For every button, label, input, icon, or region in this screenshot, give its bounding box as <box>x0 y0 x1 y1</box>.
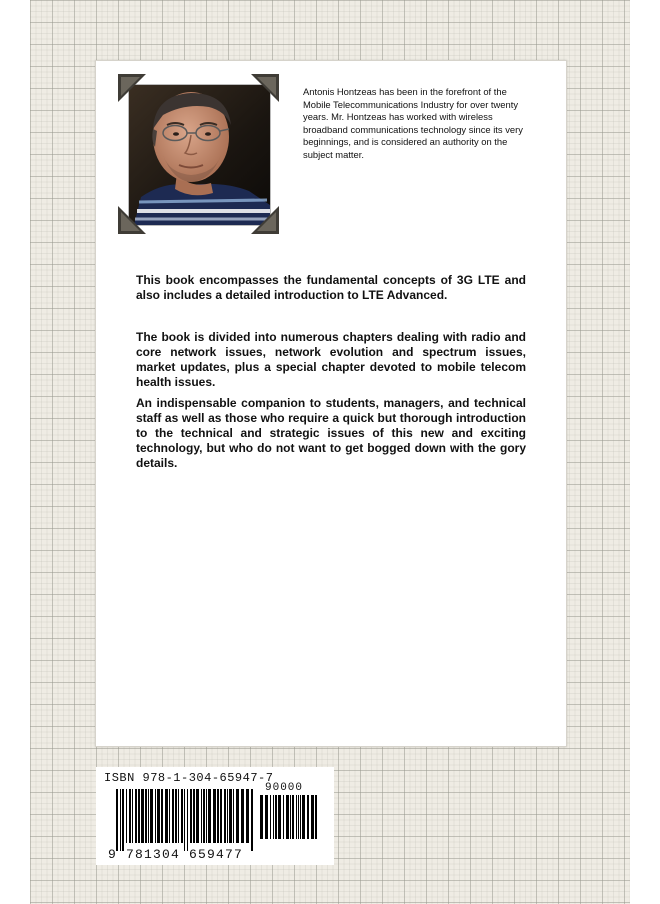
barcode-bar <box>129 789 131 843</box>
barcode-bar <box>148 789 149 843</box>
author-portrait-icon <box>129 85 270 225</box>
barcode-addon-number: 90000 <box>265 782 304 794</box>
barcode-bar <box>251 789 253 851</box>
barcode-bar <box>126 789 127 843</box>
barcode-bar <box>187 789 188 851</box>
barcode-bar <box>260 795 263 839</box>
barcode-bar <box>172 789 174 843</box>
isbn-label: ISBN 978-1-304-65947-7 <box>104 771 274 785</box>
barcode-bar <box>201 789 202 843</box>
barcode-bar <box>169 789 170 843</box>
barcode-bar <box>181 789 183 843</box>
barcode-bar <box>208 789 211 843</box>
photo-corner-icon <box>251 206 279 234</box>
barcode-bar <box>145 789 147 843</box>
barcode-bar <box>175 789 177 843</box>
barcode-bar <box>273 795 274 839</box>
barcode-bar <box>122 789 124 851</box>
barcode-bar <box>278 795 281 839</box>
description-paragraph-3: An indispensable companion to students, managers, and technical staff as well as those who require a quick but thorough introduction to the technical and strategic issues of this new and exciting technology, but who do not want to get bogged down with the gory details. <box>136 396 526 470</box>
barcode-bar <box>135 789 137 843</box>
barcode-bar <box>298 795 299 839</box>
barcode-bar <box>224 789 226 843</box>
photo-corner-icon <box>118 206 146 234</box>
barcode-bar <box>190 789 192 843</box>
barcode-bar <box>246 789 249 843</box>
barcode-bar <box>311 795 314 839</box>
barcode-bar <box>265 795 268 839</box>
barcode-bar <box>213 789 216 843</box>
author-photo <box>128 84 271 226</box>
barcode-bar <box>157 789 160 843</box>
barcode-bar <box>206 789 207 843</box>
barcode-bar <box>236 789 239 843</box>
barcode-bar <box>116 789 118 851</box>
barcode-bar <box>302 795 305 839</box>
barcode-bar <box>227 789 228 843</box>
barcode-bar <box>229 789 232 843</box>
photo-corner-icon <box>118 74 146 102</box>
barcode-bar <box>292 795 294 839</box>
barcode-bar <box>270 795 271 839</box>
barcode-bar <box>203 789 205 843</box>
barcode-bar <box>233 789 234 843</box>
barcode-bar <box>155 789 156 843</box>
barcode-bar <box>184 789 185 851</box>
barcode-digits: 9 781304 659477 <box>108 847 244 862</box>
barcode-bar <box>286 795 289 839</box>
barcode-addon-icon <box>260 795 320 847</box>
description-paragraph-1: This book encompasses the fundamental concepts of 3G LTE and also includes a detailed introduction to LTE Advanced. <box>136 273 526 302</box>
barcode-bar <box>283 795 284 839</box>
barcode-bar <box>300 795 301 839</box>
barcode-bar <box>315 795 317 839</box>
barcode-bar <box>138 789 140 843</box>
barcode-bar <box>290 795 291 839</box>
barcode-bar <box>178 789 179 843</box>
barcode-icon <box>116 789 256 851</box>
barcode-bar <box>217 789 219 843</box>
isbn-barcode <box>96 767 334 865</box>
author-bio: Antonis Hontzeas has been in the forefront of the Mobile Telecommunications Industry for over twenty years. Mr. Hontzeas has worked with wireless broadband communications technology since its very beginnings, and is considered an authority on the subject matter. <box>303 86 523 160</box>
barcode-bar <box>120 789 121 851</box>
barcode-bar <box>132 789 133 843</box>
photo-corner-icon <box>251 74 279 102</box>
description-paragraph-2: The book is divided into numerous chapters dealing with radio and core network issues, network evolution and spectrum issues, market updates, plus a special chapter devoted to mobile telecom health issues. <box>136 330 526 389</box>
barcode-bar <box>307 795 309 839</box>
author-photo-frame <box>120 76 277 232</box>
barcode-bar <box>241 789 244 843</box>
barcode-bar <box>196 789 199 843</box>
barcode-bar <box>296 795 297 839</box>
barcode-bar <box>220 789 222 843</box>
barcode-bar <box>161 789 163 843</box>
barcode-bar <box>165 789 168 843</box>
barcode-bar <box>275 795 277 839</box>
barcode-bar <box>141 789 144 843</box>
barcode-bar <box>193 789 195 843</box>
barcode-bar <box>150 789 153 843</box>
